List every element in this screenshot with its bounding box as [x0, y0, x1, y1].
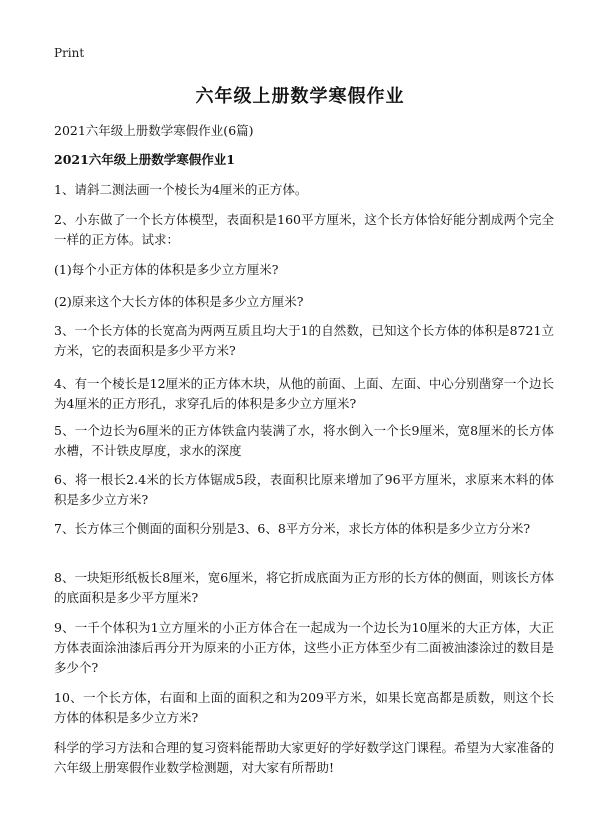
question-8: 8、一块矩形纸板长8厘米，宽6厘米，将它折成底面为正方形的长方体的侧面，则该长方体的底面积是多少平方厘米? [54, 570, 554, 605]
question-4: 4、有一个棱长是12厘米的正方体木块，从他的前面、上面、左面、中心分别凿穿一个边长为4厘米的正方形孔，求穿孔后的体积是多少立方厘米? [54, 376, 554, 411]
question-2-part-2: (2)原来这个大长方体的体积是多少立方厘米? [54, 294, 304, 309]
question-2-part-1: (1)每个小正方体的体积是多少立方厘米? [54, 262, 279, 277]
page-title: 六年级上册数学寒假作业 [195, 86, 405, 107]
question-1: 1、请斜二测法画一个棱长为4厘米的正方体。 [54, 182, 308, 197]
question-3: 3、一个长方体的长宽高为两两互质且均大于1的自然数，已知这个长方体的体积是8721立方米，它的表面积是多少平方米? [54, 323, 554, 358]
question-6: 6、将一根长2.4米的长方体锯成5段，表面积比原来增加了96平方厘米，求原来木料的体积是多少立方米? [54, 472, 554, 507]
closing-paragraph: 科学的学习方法和合理的复习资料能帮助大家更好的学好数学这门课程。希望为大家准备的六年级上册寒假作业数学检测题，对大家有所帮助! [54, 740, 555, 775]
section-heading: 2021六年级上册数学寒假作业1 [54, 152, 235, 167]
print-link[interactable]: Print [54, 46, 85, 60]
question-9: 9、一千个体积为1立方厘米的小正方体合在一起成为一个边长为10厘米的大正方体，大正方体表面涂油漆后再分开为原来的小正方体，这些小正方体至少有二面被油漆涂过的数目是多少个? [54, 620, 555, 675]
question-5: 5、一个边长为6厘米的正方体铁盒内装满了水，将水倒入一个长9厘米，宽8厘米的长方体水槽，不计铁皮厚度，求水的深度 [54, 423, 554, 458]
document-subtitle: 2021六年级上册数学寒假作业(6篇) [54, 123, 254, 138]
question-2: 2、小东做了一个长方体模型，表面积是160平方厘米，这个长方体恰好能分割成两个完全一样的正方体。试求： [54, 212, 554, 247]
question-10: 10、一个长方体，右面和上面的面积之和为209平方米，如果长宽高都是质数，则这个长方体的体积是多少立方米? [54, 690, 554, 725]
question-7: 7、长方体三个侧面的面积分别是3、6、8平方分米，求长方体的体积是多少立方分米? [54, 521, 531, 536]
